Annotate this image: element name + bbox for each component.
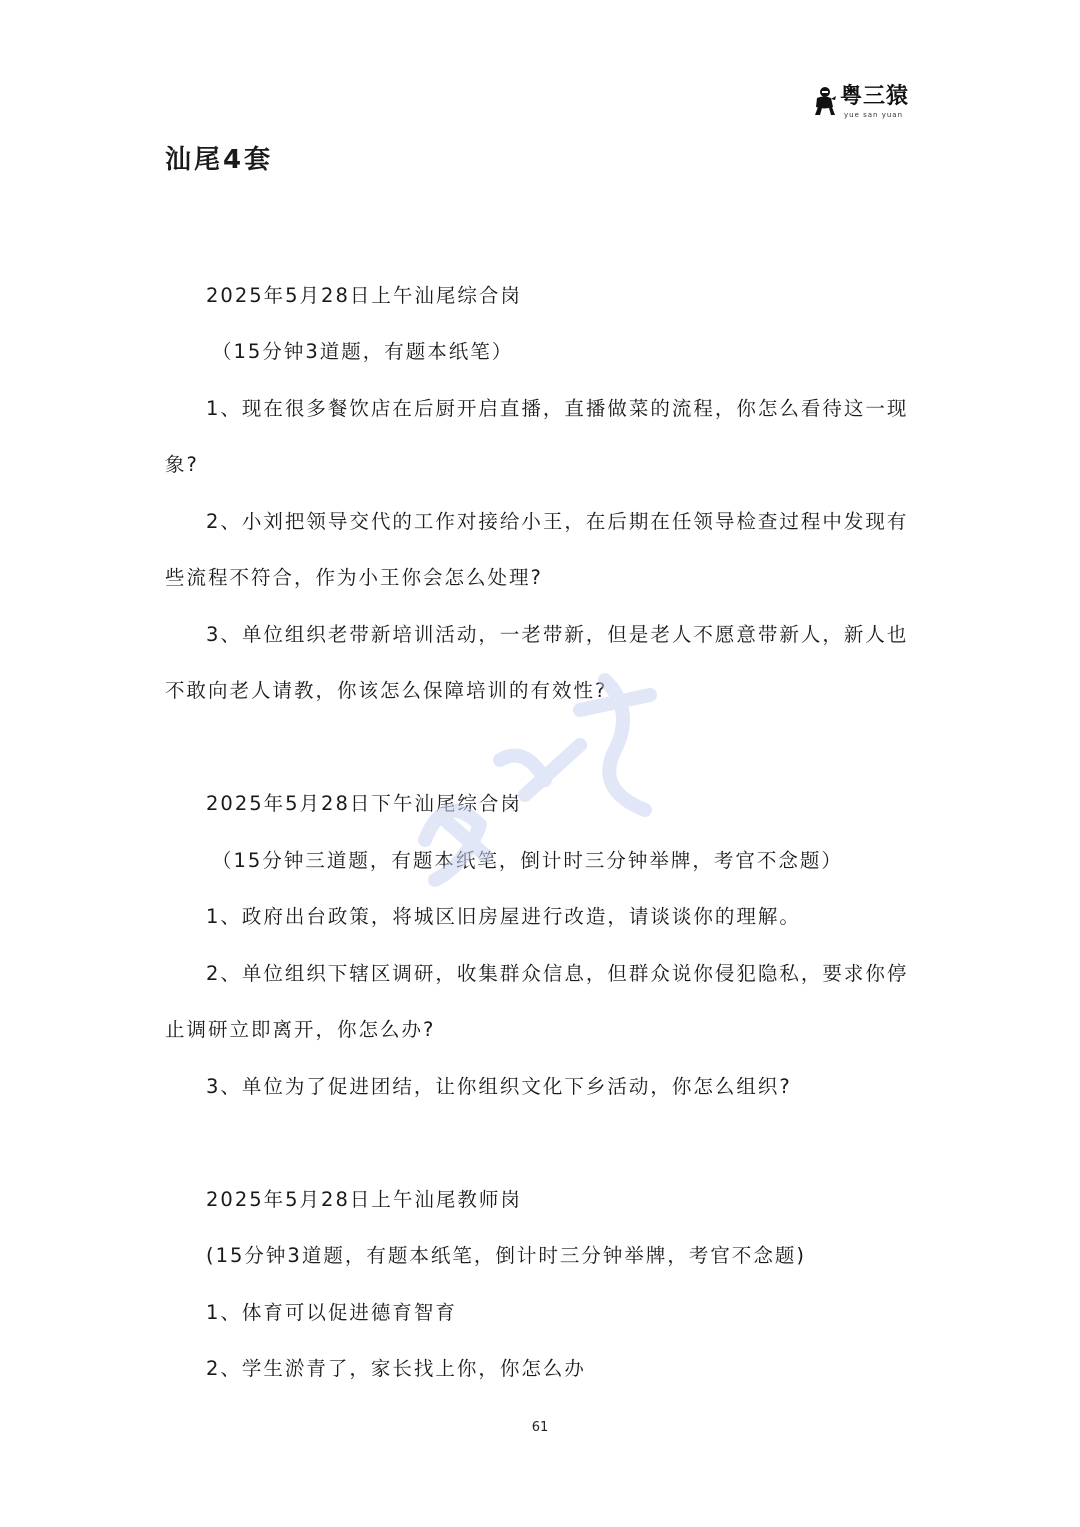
question-line: 1、现在很多餐饮店在后厨开启直播，直播做菜的流程，你怎么看待这一现 [206, 397, 909, 420]
session-heading: 2025年5月28日上午汕尾综合岗 [206, 284, 522, 307]
question-line: 3、单位组织老带新培训活动，一老带新，但是老人不愿意带新人，新人也 [206, 623, 909, 646]
question-line: 2、学生淤青了，家长找上你，你怎么办 [206, 1357, 586, 1380]
question-line: 1、政府出台政策，将城区旧房屋进行改造，请谈谈你的理解。 [206, 905, 801, 928]
session-heading: 2025年5月28日上午汕尾教师岗 [206, 1188, 522, 1211]
question-line: 2、单位组织下辖区调研，收集群众信息，但群众说你侵犯隐私，要求你停 [206, 962, 909, 985]
brand-logo [812, 84, 910, 120]
page-title: 汕尾4套 [165, 145, 274, 175]
question-line: 象? [165, 453, 199, 476]
logo-subtitle: yue san yuan [844, 111, 904, 119]
session-heading: 2025年5月28日下午汕尾综合岗 [206, 792, 522, 815]
question-line: 些流程不符合，作为小王你会怎么处理? [165, 566, 543, 589]
session-note: (15分钟3道题，有题本纸笔，倒计时三分钟举牌，考官不念题) [206, 1244, 806, 1267]
question-line: 2、小刘把领导交代的工作对接给小王，在后期在任领导检查过程中发现有 [206, 510, 909, 533]
question-line: 3、单位为了促进团结，让你组织文化下乡活动，你怎么组织? [206, 1075, 792, 1098]
question-line: 止调研立即离开，你怎么办? [165, 1018, 436, 1041]
page-number: 61 [531, 1420, 549, 1435]
question-line: 1、体育可以促进德育智育 [206, 1301, 457, 1324]
logo-title: 粤三猿 [840, 84, 910, 109]
question-line: 不敢向老人请教，你该怎么保障培训的有效性? [165, 679, 608, 702]
monkey-logo-icon [812, 86, 836, 116]
session-note: （15分钟3道题，有题本纸笔） [212, 340, 514, 363]
session-note: （15分钟三道题，有题本纸笔，倒计时三分钟举牌，考官不念题） [212, 849, 843, 872]
